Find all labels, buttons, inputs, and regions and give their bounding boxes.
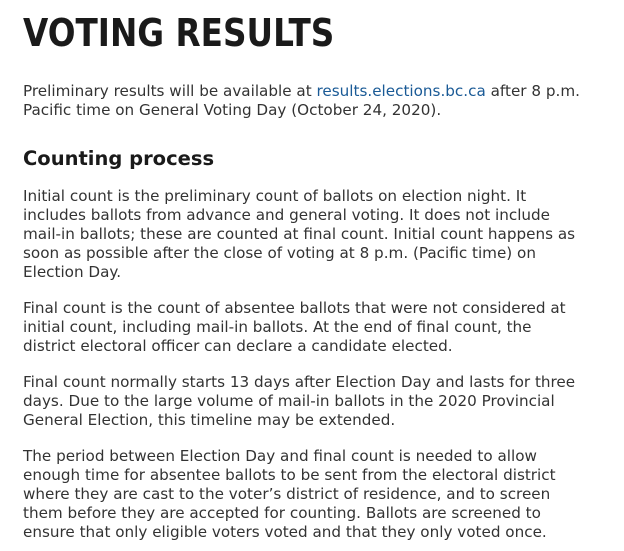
paragraph-line: Final count normally starts 13 days after Election Day and lasts for three xyxy=(23,373,576,391)
intro-text xyxy=(23,82,623,120)
paragraph-line: where they are cast to the voter’s district of residence, and to screen xyxy=(23,485,551,503)
paragraph-initial-count xyxy=(23,187,615,282)
paragraph-line: Final count is the count of absentee ballots that were not considered at xyxy=(23,299,566,317)
intro-text-after-link: after 8 p.m. xyxy=(485,82,580,100)
paragraph-line: ensure that only eligible voters voted and that they only voted once. xyxy=(23,523,547,541)
paragraph-line: includes ballots from advance and general voting. It does not include xyxy=(23,206,551,224)
paragraph-line: them before they are accepted for counting. Ballots are screened to xyxy=(23,504,541,522)
paragraph-line: soon as possible after the close of voting at 8 p.m. (Pacific time) on xyxy=(23,244,536,262)
intro-line-2: Pacific time on General Voting Day (October 24, 2020). xyxy=(23,101,442,119)
paragraph-final-count-timeline xyxy=(23,373,615,430)
intro-line-1 xyxy=(23,82,623,101)
paragraph-line: days. Due to the large volume of mail-in ballots in the 2020 Provincial xyxy=(23,392,555,410)
paragraph-line: enough time for absentee ballots to be sent from the electoral district xyxy=(23,466,556,484)
results-link[interactable]: results.elections.bc.ca xyxy=(316,82,486,100)
paragraph-line: district electoral officer can declare a candidate elected. xyxy=(23,337,453,355)
paragraph-period-between xyxy=(23,447,615,542)
paragraph-final-count xyxy=(23,299,615,356)
section-title: Counting process xyxy=(23,147,215,170)
paragraph-line: initial count, including mail-in ballots. At the end of final count, the xyxy=(23,318,532,336)
intro-text-before-link: Preliminary results will be available at xyxy=(23,82,317,100)
paragraph-line: General Election, this timeline may be extended. xyxy=(23,411,396,429)
paragraph-line: mail-in ballots; these are counted at final count. Initial count happens as xyxy=(23,225,576,243)
page-title: VOTING RESULTS xyxy=(23,11,335,55)
paragraph-line: The period between Election Day and final count is needed to allow xyxy=(23,447,537,465)
paragraph-line: Initial count is the preliminary count of ballots on election night. It xyxy=(23,187,527,205)
page-content xyxy=(23,0,615,542)
paragraph-line: Election Day. xyxy=(23,263,122,281)
